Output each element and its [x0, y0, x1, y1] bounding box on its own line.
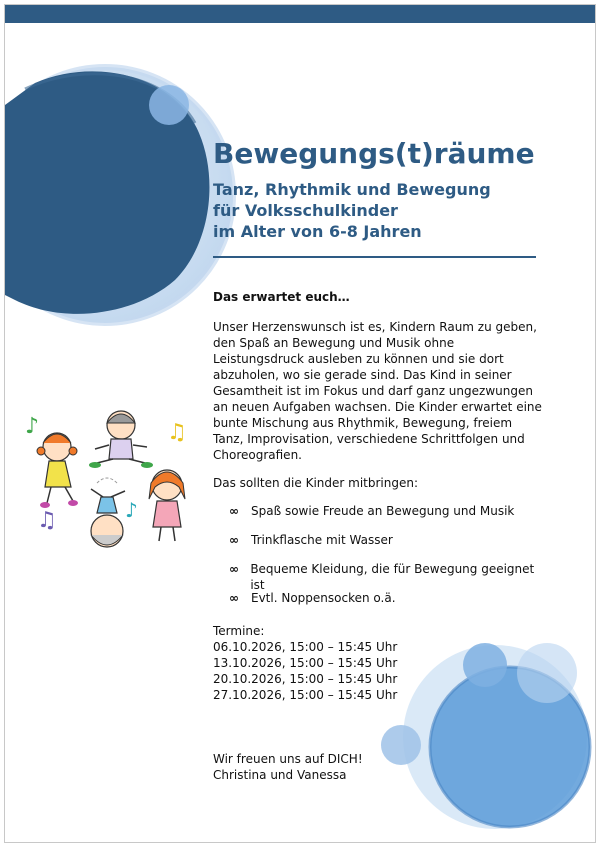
list-item [213, 532, 543, 561]
lead-heading: Das erwartet euch… [213, 290, 350, 304]
schedule-date: 13.10.2026, 15:00 – 15:45 Uhr [213, 656, 398, 670]
infinity-bullet-icon: ∞ [229, 504, 239, 518]
bring-list [213, 503, 543, 619]
music-note-icon: ♪ [125, 498, 138, 522]
bring-heading: Das sollten die Kinder mitbringen: [213, 476, 419, 490]
list-item-text: Trinkflasche mit Wasser [251, 533, 393, 547]
child-handstand [91, 478, 125, 547]
child-girl-left [37, 433, 78, 508]
music-note-icon: ♫ [37, 508, 57, 533]
subtitle-line: im Alter von 6-8 Jahren [213, 222, 422, 241]
schedule-date: 27.10.2026, 15:00 – 15:45 Uhr [213, 688, 398, 702]
schedule-heading: Termine: [213, 624, 265, 638]
body-text [213, 289, 543, 783]
page-title: Bewegungs(t)räume [213, 137, 535, 170]
schedule-date: 06.10.2026, 15:00 – 15:45 Uhr [213, 640, 398, 654]
list-item [213, 561, 543, 590]
infinity-bullet-icon: ∞ [229, 562, 239, 576]
subtitle [213, 179, 491, 242]
schedule [213, 623, 543, 703]
closing-line: Wir freuen uns auf DICH! [213, 752, 363, 766]
infinity-bullet-icon: ∞ [229, 533, 239, 547]
child-girl-right [149, 470, 185, 541]
list-item [213, 590, 543, 619]
infinity-bullet-icon: ∞ [229, 591, 239, 605]
document-page [4, 4, 596, 843]
dancing-children-illustration [21, 403, 191, 553]
list-item-text: Bequeme Kleidung, die für Bewegung geeignet ist [250, 562, 535, 592]
closing [213, 751, 543, 783]
list-item [213, 503, 543, 532]
subtitle-line: für Volksschulkinder [213, 201, 398, 220]
intro-paragraph: Unser Herzenswunsch ist es, Kindern Raum zu geben, den Spaß an Bewegung und Musik ohne Leistungsdruck ausleben zu können und sie dort abzuholen, wo sie gerade sind. Das Kind in seiner Gesamtheit ist im Fokus und darf ganz ungezwungen an neuen Aufgaben wachsen. Die Kinder erwartet eine bunte Mischung aus Rhythmik, Bewegung, freiem Tanz, Improvisation, verschiedene Schrittfolgen und Choreografien. [213, 320, 542, 462]
subtitle-line: Tanz, Rhythmik und Bewegung [213, 180, 491, 199]
music-note-icon: ♪ [25, 414, 40, 439]
list-item-text: Evtl. Noppensocken o.ä. [251, 591, 396, 605]
schedule-date: 20.10.2026, 15:00 – 15:45 Uhr [213, 672, 398, 686]
list-item-text: Spaß sowie Freude an Bewegung und Musik [251, 504, 515, 518]
child-boy-top [89, 411, 153, 468]
top-left-circle-decoration [5, 5, 245, 365]
signature: Christina und Vanessa [213, 768, 347, 782]
music-note-icon: ♫ [167, 420, 187, 445]
title-divider [213, 256, 536, 258]
